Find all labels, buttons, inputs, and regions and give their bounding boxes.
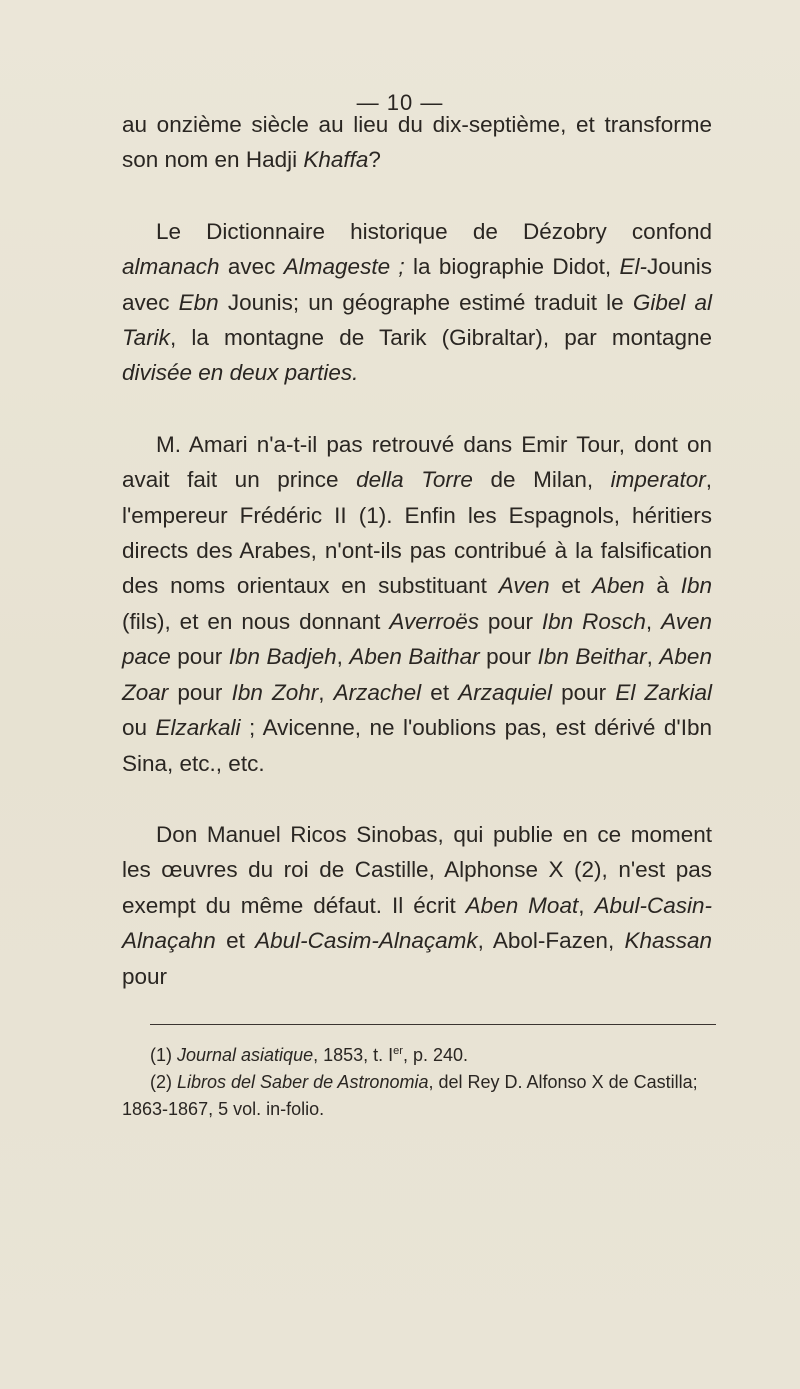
text-run: de Milan, (472, 467, 611, 493)
text-run: et (421, 679, 459, 705)
italic-text: divisée en deux parties. (122, 360, 359, 386)
text-run: , del Rey D. Alfonso X de Castilla; 1863-1867, 5 vol. in-folio. (122, 1072, 698, 1119)
text-run: ? (368, 147, 381, 173)
text-run: Jounis avec (122, 254, 712, 315)
text-run: , (336, 644, 350, 670)
text-run: pour (168, 679, 232, 705)
italic-text: Ibn Badjeh (228, 644, 337, 670)
italic-text: Ibn Rosch (541, 608, 646, 634)
text-run: Le Dictionnaire historique de Dézobry confond (156, 218, 712, 244)
italic-text: Averroës (389, 608, 479, 634)
italic-text: Khaffa (303, 147, 369, 173)
text-run: M. Amari n'a-t-il pas retrouvé dans Emir Tour, dont on avait fait un prince (122, 431, 712, 493)
text-run: et (215, 928, 256, 954)
italic-text: Gibel al Tarik (122, 289, 712, 351)
page-number: — 10 — (356, 90, 444, 115)
italic-text: Aben Moat (465, 892, 579, 918)
text-run: ; Avicenne, ne l'oublions pas, est dérivé d'Ibn Sina, etc., etc. (122, 715, 712, 776)
italic-text: El Zarkial (615, 679, 712, 705)
paragraph-4 (122, 817, 712, 994)
text-run: pour (552, 679, 616, 705)
text-run: , (318, 679, 334, 705)
text-run: , 1853, t. I (313, 1045, 394, 1065)
text-run: (2) (150, 1072, 177, 1092)
text-run: et (549, 573, 592, 599)
italic-text: della Torre (356, 467, 473, 493)
italic-text: Elzarkali (155, 715, 241, 741)
text-run: , p. 240. (402, 1045, 468, 1065)
italic-text: Aben Baithar (349, 644, 480, 670)
italic-text: Ebn (178, 289, 219, 315)
italic-text: Aben Zoar (122, 644, 712, 705)
footnote-1 (122, 1042, 716, 1069)
italic-text: Aven (498, 573, 550, 599)
text-run: à (644, 573, 681, 599)
italic-text: almanach (122, 254, 220, 280)
text-run: pour (122, 963, 168, 989)
text-run: pour (170, 644, 229, 670)
text-run: ou (122, 715, 156, 741)
italic-text: El- (619, 254, 647, 280)
italic-text: Ibn Zohr (231, 679, 319, 705)
paragraph-2 (122, 214, 712, 391)
text-run: (1) (150, 1045, 177, 1065)
italic-text: Abul-Casim-Alnaçamk (255, 928, 478, 954)
italic-text: Ibn (680, 573, 712, 599)
text-run: avec (219, 254, 284, 280)
text-run: , la montagne de Tarik (Gibraltar), par montagne (169, 325, 712, 351)
italic-text: imperator (610, 467, 706, 493)
text-run: , (578, 892, 595, 918)
italic-text: Journal asiatique (177, 1045, 314, 1065)
footnote-separator-rule (150, 1024, 716, 1025)
text-run: (fils), et en nous donnant (122, 608, 390, 634)
text-run: au onzième siècle au lieu du dix-septième, et transforme son nom en Hadji (122, 112, 712, 173)
text-run: pour (479, 644, 538, 670)
main-text (122, 107, 712, 994)
text-run: , (645, 608, 662, 634)
italic-text: Ibn Beithar (537, 644, 647, 670)
italic-text: Libros del Saber de Astronomia (177, 1072, 429, 1092)
italic-text: Arzaquiel (458, 679, 553, 705)
text-run: , l'empereur Frédéric II (1). Enfin les Espagnols, héritiers directs des Arabes, n'ont-ils pas contribué à la falsification des noms orientaux en substituant (122, 467, 712, 599)
superscript-text: er (393, 1045, 403, 1057)
paragraph-3 (122, 427, 712, 781)
paragraph-1 (122, 107, 712, 178)
text-run: pour (478, 608, 542, 634)
italic-text: Aben (592, 573, 645, 599)
text-run: Don Manuel Ricos Sinobas, qui publie en ce moment les œuvres du roi de Castille, Alphonse X (2), n'est pas exempt du même défaut. Il écrit (122, 821, 712, 918)
italic-text: Khassan (624, 928, 712, 954)
italic-text: Arzachel (333, 679, 422, 705)
italic-text: Aven pace (122, 608, 712, 670)
text-run: Jounis; un géographe estimé traduit le (218, 289, 633, 315)
italic-text: Almageste ; (283, 254, 405, 280)
text-run: , Abol-Fazen, (477, 928, 625, 954)
italic-text: Abul-Casin-Alnaçahn (122, 892, 712, 954)
footnotes (122, 1042, 716, 1123)
text-run: , (646, 644, 660, 670)
text-run: la biographie Didot, (404, 254, 620, 280)
footnote-2 (122, 1069, 716, 1123)
